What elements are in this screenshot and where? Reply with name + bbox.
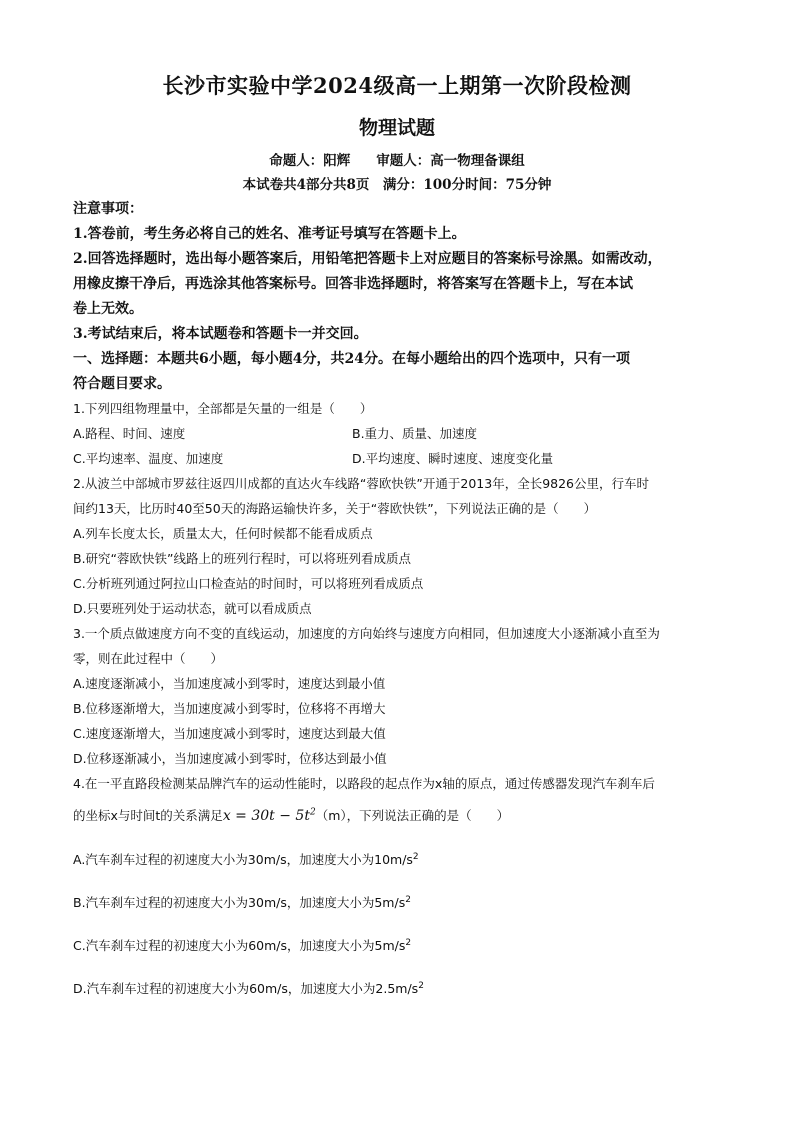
q4-stem-line-2 xyxy=(73,806,723,824)
q1-option-a: A.路程、时间、速度 xyxy=(73,426,186,441)
author: 命题人：阳辉 xyxy=(269,153,351,169)
q4-option-c-text: C.汽车刹车过程的初速度大小为60m/s，加速度大小为5m/s xyxy=(73,938,406,953)
notes-heading: 注意事项： xyxy=(73,201,143,217)
q4-formula xyxy=(223,808,316,824)
q4-stem-pre: 的坐标x与时间t的关系满足 xyxy=(73,808,223,823)
q2-option-a: A.列车长度太长，质量太大，任何时候都不能看成质点 xyxy=(73,526,373,541)
q3-option-b: B.位移逐渐增大，当加速度减小到零时，位移将不再增大 xyxy=(73,701,386,716)
q4-option-d xyxy=(73,979,723,997)
note-2-line-1: 2.回答选择题时，选出每小题答案后，用铅笔把答题卡上对应题目的答案标号涂黑。如需改动， xyxy=(73,251,662,267)
q2-option-b: B.研究“蓉欧快铁”线路上的班列行程时，可以将班列看成质点 xyxy=(73,551,412,566)
note-2-line-3: 卷上无效。 xyxy=(73,301,143,317)
q2-stem-line-2: 间约13天，比历时40至50天的海路运输快许多，关于“蓉欧快铁”，下列说法正确的是（ ） xyxy=(73,501,597,516)
q3-stem-line-2: 零，则在此过程中（ ） xyxy=(73,651,224,666)
q3-option-d: D.位移逐渐减小，当加速度减小到零时，位移达到最小值 xyxy=(73,751,387,766)
q4-formula-exponent: 2 xyxy=(309,807,316,818)
q1-stem: 1.下列四组物理量中，全部都是矢量的一组是（ ） xyxy=(73,401,373,416)
note-2-line-2: 用橡皮擦干净后，再选涂其他答案标号。回答非选择题时，将答案写在答题卡上，写在本试 xyxy=(73,276,633,292)
exam-title: 长沙市实验中学2024级高一上期第一次阶段检测 xyxy=(162,73,632,98)
section1-heading-line-1: 一、选择题：本题共6小题，每小题4分，共24分。在每小题给出的四个选项中，只有一项 xyxy=(73,351,630,367)
q4-stem-post: （m），下列说法正确的是（ ） xyxy=(315,808,510,823)
q4-option-a-text: A.汽车刹车过程的初速度大小为30m/s，加速度大小为10m/s xyxy=(73,852,413,867)
q4-stem-line-1: 4.在一平直路段检测某品牌汽车的运动性能时，以路段的起点作为x轴的原点，通过传感器发现汽车刹车后 xyxy=(73,776,655,791)
q1-option-c: C.平均速率、温度、加速度 xyxy=(73,451,224,466)
q3-option-c: C.速度逐渐增大，当加速度减小到零时，速度达到最大值 xyxy=(73,726,386,741)
q4-formula-main: x = 30t − 5t xyxy=(222,808,310,824)
q4-option-d-exponent: 2 xyxy=(418,980,424,991)
q4-option-c xyxy=(73,936,723,954)
q4-option-c-exponent: 2 xyxy=(405,937,412,948)
author-line xyxy=(0,149,794,169)
q3-option-a: A.速度逐渐减小，当加速度减小到零时，速度达到最小值 xyxy=(73,676,386,691)
q1-option-b: B.重力、质量、加速度 xyxy=(352,426,478,441)
note-1: 1.答卷前，考生务必将自己的姓名、准考证号填写在答题卡上。 xyxy=(73,226,466,242)
q4-option-b xyxy=(73,893,723,911)
q3-stem-line-1: 3.一个质点做速度方向不变的直线运动，加速度的方向始终与速度方向相同，但加速度大小逐渐减小直至为 xyxy=(73,626,660,641)
q4-option-a-exponent: 2 xyxy=(412,851,419,862)
q4-option-d-text: D.汽车刹车过程的初速度大小为60m/s，加速度大小为2.5m/s xyxy=(73,981,419,996)
q4-option-b-text: B.汽车刹车过程的初速度大小为30m/s，加速度大小为5m/s xyxy=(73,895,406,910)
subject-title: 物理试题 xyxy=(358,117,435,139)
q4-option-a xyxy=(73,850,723,868)
q1-option-d: D.平均速度、瞬时速度、速度变化量 xyxy=(352,451,554,466)
note-3: 3.考试结束后，将本试题卷和答题卡一并交回。 xyxy=(73,326,368,342)
q2-option-c: C.分析班列通过阿拉山口检查站的时间时，可以将班列看成质点 xyxy=(73,576,424,591)
q4-option-b-exponent: 2 xyxy=(405,894,411,905)
reviewer: 审题人：高一物理备课组 xyxy=(376,153,525,169)
q2-stem-line-1: 2.从波兰中部城市罗兹往返四川成都的直达火车线路“蓉欧快铁”开通于2013年，全长9826公里，行车时 xyxy=(73,476,650,491)
exam-info: 本试卷共4部分共8页 满分：100分时间：75分钟 xyxy=(242,177,552,193)
q2-option-d: D.只要班列处于运动状态，就可以看成质点 xyxy=(73,601,312,616)
section1-heading-line-2: 符合题目要求。 xyxy=(73,376,171,392)
